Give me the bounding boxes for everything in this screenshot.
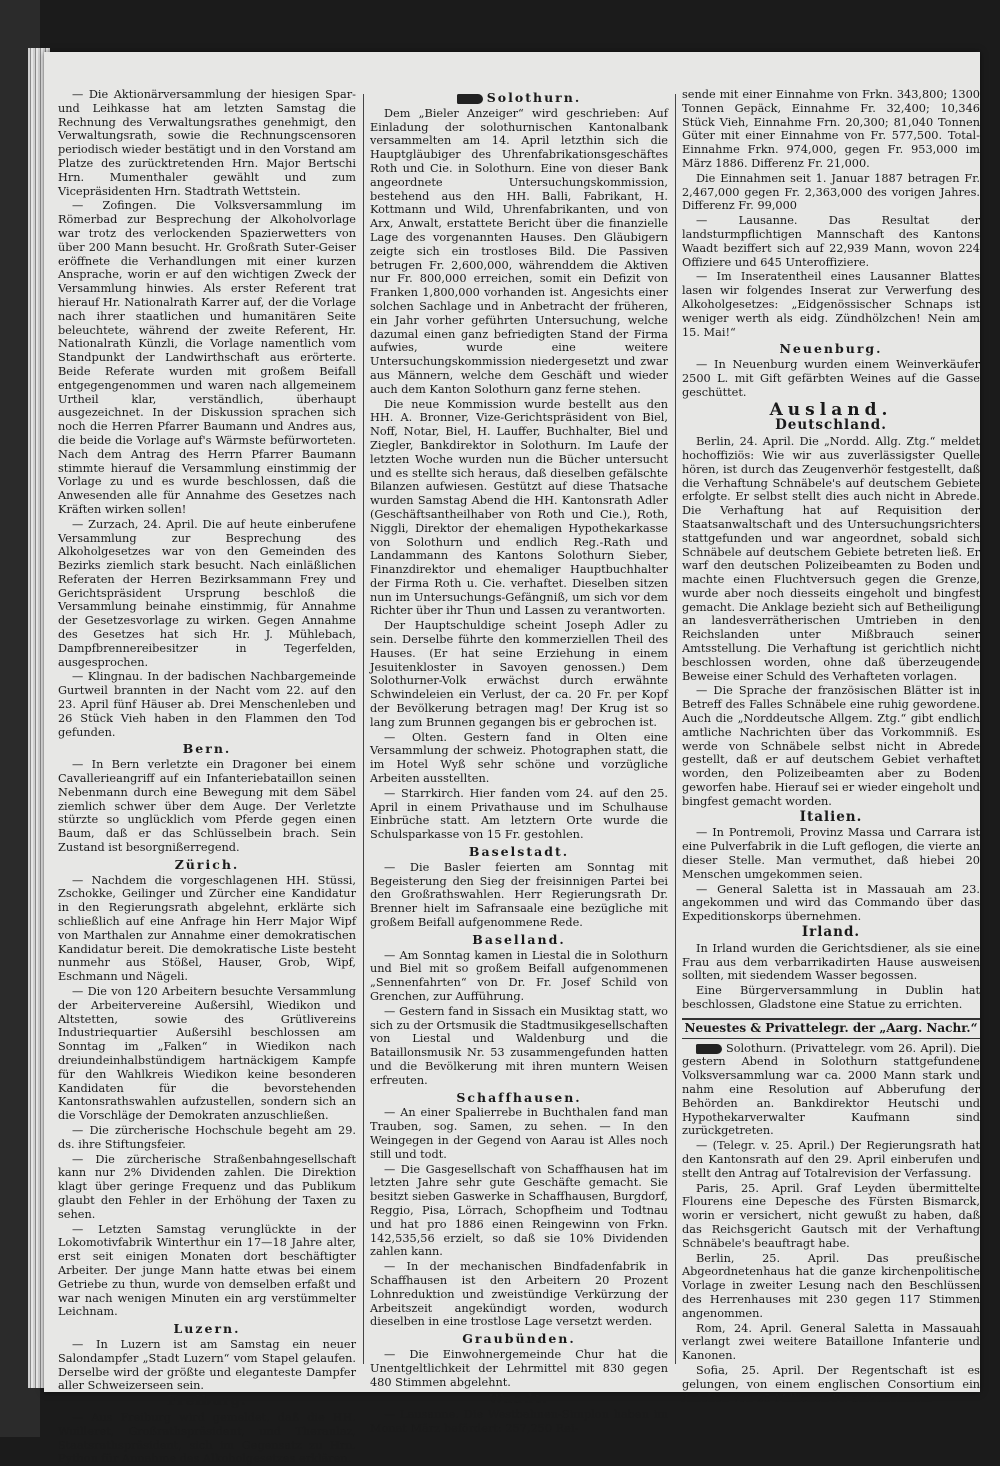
article-text: — Starrkirch. Hier fanden vom 24. auf den 25. April in einem Privathause und im Schulhause Einbrüche statt. Am letztern Orte wurde die Schulsparkasse von 15 Fr. gestohlen.	[370, 786, 668, 842]
article-text: — Am Sonntag kamen in Liestal die in Solothurn und Biel mit so großem Beifall aufgenommenen „Sennenfahrten“ von Dr. Fr. Josef Schild von Grenchen, zur Aufführung.	[370, 948, 668, 1003]
article-text: Paris, 25. April. Graf Leyden übermittelte Flourens eine Depesche des Fürsten Bismarck, worin er versichert, nicht gewußt zu haben, daß das Reichsgericht Gautsch mit der Verhaftung Schnäbele's beauftragt habe.	[682, 1181, 980, 1250]
article-text: — Olten. Gestern fand in Olten eine Versammlung der schweiz. Photographen statt, die im Hotel Wyß sehr schöne und vorzügliche Arbeiten ausstellten.	[370, 730, 668, 786]
section-heading-freiburg: Freiburg.	[167, 1393, 247, 1410]
article-text: — Zurzach, 24. April. Die auf heute einberufene Versammlung zur Besprechung des Alkoholgesetzes war von den Gemeinden des Bezirks ziemlich stark besucht. Nach einläßlichen Referaten der Herren Bezirksammann Frey und Gerichtspräsident Ursprung beschloß die Versammlung beinahe einstimmig, für Annahme der Gesetzesvorlage zu wirken. Gegen Annahme des Gesetzes hat sich Hr. J. Mühlebach, Dampfbrennereibesitzer in Tegerfelden, ausgesprochen.	[58, 517, 356, 669]
article-text: — Klingnau. In der badischen Nachbargemeinde Gurtweil brannten in der Nacht vom 22. auf den 23. April fünf Häuser ab. Drei Menschenleben und 26 Stück Vieh haben in den Flammen den Tod gefunden.	[58, 670, 356, 739]
section-heading-neuenburg: Neuenburg.	[779, 341, 883, 357]
article-text: — Nachdem die vorgeschlagenen HH. Stüssi, Zschokke, Geilinger und Zürcher eine Kandidatur in den Regierungsrath abgelehnt, erklärte sich schließlich auf eine Anfrage hin Herr Major Wipf von Marthalen zur Annahme einer demokratischen Kandidatur bereit. Die demokratische Liste besteht nunmehr aus Stößel, Hauser, Grob, Wipf, Eschmann und Nägeli.	[58, 873, 356, 984]
article-text: Der Hauptschuldige scheint Joseph Adler zu sein. Derselbe führte den kommerziellen Theil des Hauses. (Er hat seine Erziehung in einem Jesuitenkloster in Savoyen genossen.) Dem Solothurner-Volk erwächst durch erwähnte Schwindeleien ein Verlust, der ca. 20 Fr. per Kopf der Bevölkerung betragen mag! Der Krug ist so lang zum Brunnen gegangen bis er gebrochen ist.	[370, 619, 668, 729]
section-heading-baselland: Baselland.	[472, 931, 566, 947]
article-text: — Die Sprache der französischen Blätter ist in Betreff des Falles Schnäbele eine ruhig gewordene. Auch die „Norddeutsche Allgem. Ztg.“ gibt endlich amtliche Nachrichten über das Vorkommniß. Es werde von Schnäbele selbst nicht in Abrede gestellt, daß er auf deutschem Gebiet verhaftet worden, den Polizeibeamten aber zu Boden geworfen habe. Hierauf sei er wieder eingeholt und bingfest gemacht worden.	[682, 684, 980, 808]
heading-text: Solothurn.	[486, 90, 582, 105]
section-heading-waadt: Waadt.	[488, 1391, 550, 1407]
article-text: — In Luzern ist am Samstag ein neuer Salondampfer „Stadt Luzern“ vom Stapel gelaufen. Derselbe wird der größte und eleganteste Dampfer aller Schweizerseen sein.	[58, 1337, 356, 1393]
column-1	[58, 88, 356, 1466]
article-text: Rom, 24. April. General Saletta in Massauah verlangt zwei weitere Bataillone Infanterie und Kanonen.	[682, 1321, 980, 1363]
article-text: — Die von 120 Arbeitern besuchte Versammlung der Arbeitervereine Außersihl, Wiedikon und Altstetten, sowie des Grütlivereins Industriequartier Außersihl beschlossen am Sonntag im „Falken“ in Wiedikon nach dreiundeinhalbstündigem hartnäckigem Kampfe für den Wahlkreis Wiedikon keine besonderen Kandidaten für die bevorstehenden Kantonsrathswahlen aufzustellen, sondern sich an die Vorschläge der Demokraten anzuschließen.	[58, 985, 356, 1123]
article-text: — Lausanne. Das Resultat der landsturmpflichtigen Mannschaft des Kantons Waadt beziffert sich auf 22,939 Mann, wovon 224 Offiziere und 645 Unteroffiziere.	[682, 214, 980, 269]
article-text: Die neue Kommission wurde bestellt aus den HH. A. Bronner, Vize-Gerichtspräsident von Biel, Noff, Notar, Biel, H. Lauffer, Buchhalter, Biel und Ziegler, Bankdirektor in Solothurn. Im Laufe der letzten Woche wurden nun die Bücher untersucht und es stellte sich heraus, daß dieselben gefälschte Bilanzen aufwiesen. Gestützt auf diese Thatsache wurden Samstag Abend die HH. Kantonsrath Adler (Geschäftsantheilhaber von Roth und Cie.), Roth, Niggli, Direktor der ehemaligen Hypothekarkasse von Solothurn und endlich Reg.-Rath und Landammann des Kantons Solothurn Sieber, Finanzdirektor und ehemaliger Hauptbuchhalter der Firma Roth u. Cie. verhaftet. Dieselben sitzen nun im Untersuchungs-Gefängniß, um sich vor dem Richter über ihr Thun und Lassen zu verantworten.	[370, 397, 668, 618]
article-text: Die Einnahmen seit 1. Januar 1887 betragen Fr. 2,467,000 gegen Fr. 2,363,000 des vorigen Jahres. Differenz Fr. 99,000	[682, 171, 980, 213]
section-heading-luzern: Luzern.	[173, 1321, 241, 1337]
article-text	[682, 1042, 980, 1139]
section-heading-solothurn	[370, 91, 668, 105]
section-heading-neuestes: Neuestes & Privattelegr. der „Aarg. Nachr.“	[682, 1018, 980, 1039]
section-heading-ausland: Ausland.	[769, 399, 893, 420]
section-heading-graubuenden: Graubünden.	[462, 1331, 576, 1347]
article-text: Eine Bürgerversammlung in Dublin hat beschlossen, Gladstone eine Statue zu errichten.	[682, 984, 980, 1011]
article-text: — Gestern fand in Sissach ein Musiktag statt, wo sich zu der Ortsmusik die Stadtmusikgesellschaften von Liestal und Waldenburg und die Bataillonsmusik Nr. 53 zusammengefunden hatten und die Bevölkerung mit ihren muntern Weisen erfreuten.	[370, 1004, 668, 1087]
article-text: Dem „Bieler Anzeiger“ wird geschrieben: Auf Einladung der solothurnischen Kantonalbank versammelten am 14. April letzthin sich die Hauptgläubiger des Uhrenfabrikationsgeschäftes Roth und Cie. in Solothurn. Eine von dieser Bank angeordnete Untersuchungskommission, bestehend aus den HH. Balli, Fabrikant, H. Kottmann und Wild, Uhrenfabrikanten, und von Arx, Anwalt, erstattete Bericht über die finanzielle Lage des vorgenannten Hauses. Den Gläubigern zeigte sich ein trostloses Bild. Die Passiven betrugen Fr. 2,600,000, währenddem die Aktiven nur Fr. 800,000 erreichen, somit ein Defizit von Franken 1,800,000 vorhanden ist. Angesichts einer solchen Sachlage und in Anbetracht der früheren, ein Jahr vorher geführten Untersuchung, welche dazumal einen ganz befriedigten Stand der Firma aufwies, wurde eine weitere Untersuchungskommission niedergesetzt und zwar aus Männern, welche dem Geschäft und wieder auch dem Kanton Solothurn ganz ferne stehen.	[370, 106, 668, 396]
section-heading-bern: Bern.	[182, 741, 232, 757]
column-rule	[675, 94, 676, 1364]
article-text: — In der mechanischen Bindfadenfabrik in Schaffhausen ist den Arbeitern 20 Prozent Lohnreduktion und zweistündige Verkürzung der Arbeitszeit angekündigt worden, wodurch dieselben in eine trostlose Lage versetzt werden.	[370, 1260, 668, 1329]
article-text: sende mit einer Einnahme von Frkn. 343,800; 1300 Tonnen Gepäck, Einnahme Fr. 32,400; 10,346 Stück Vieh, Einnahme Frn. 20,300; 81,040 Tonnen Güter mit einer Einnahme von Fr. 577,500. Total-Einnahme Frkn. 974,000, gegen Fr. 953,000 im März 1886. Differenz Fr. 21,000.	[682, 88, 980, 170]
article-text: Sofia, 25. April. Der Regentschaft ist es gelungen, von einem englischen Consortium ein Anlehen von 25 Millionen Fr. aufzunehmen.	[682, 1363, 980, 1405]
article-text: — Die Einwohnergemeinde Chur hat die Unentgeltlichkeit der Lehrmittel mit 830 gegen 480 Stimmen abgelehnt.	[370, 1347, 668, 1389]
pointing-hand-icon	[457, 94, 483, 104]
article-text: — Aus Freiburg wird gemeldet, daß die HH. Wuilleret, Großrathspräsident, und Theraulaz, Staatsrathspräsident, sich im Gegensatz zu Hrn. Python für Annahme des Alkoholgesetzes erklären.	[58, 1410, 356, 1466]
article-text: — (Telegr. v. 25. April.) Der Regierungsrath hat den Kantonsrath auf den 29. April einberufen und stellt den Antrag auf Totalrevision der Verfassung.	[682, 1139, 980, 1180]
column-3	[682, 88, 980, 1405]
article-text: — Letzten Samstag verunglückte in der Lokomotivfabrik Winterthur ein 17—18 Jahre alter, erst seit einigen Monaten dort beschäftigter Arbeiter. Der junge Mann hatte etwas bei einem Getriebe zu thun, wurde von demselben erfaßt und war nach wenigen Minuten ein arg verstümmelter Leichnam.	[58, 1222, 356, 1319]
newspaper-page	[44, 52, 980, 1466]
article-text: Berlin, 25. April. Das preußische Abgeordnetenhaus hat die ganze kirchenpolitische Vorlage in zweiter Lesung nach den Beschlüssen des Herrenhauses mit 230 gegen 117 Stimmen angenommen.	[682, 1251, 980, 1320]
article-text: — Im Inseratentheil eines Lausanner Blattes lasen wir folgendes Inserat zur Verwerfung des Alkoholgesetzes: „Eidgenössischer Schnaps ist weniger werth als eidg. Zündhölzchen! Nein am 15. Mai!“	[682, 270, 980, 339]
article-text-content: Solothurn. (Privattelegr. vom 26. April). Die gestern Abend in Solothurn stattgefundene Volksversammlung war ca. 2000 Mann stark und nahm eine Resolution auf Abberufung der Behörden an. Bankdirektor Heutschi und Hypothekarverwalter Kaufmann sind zurückgetreten.	[682, 1041, 980, 1138]
section-heading-schaffhausen: Schaffhausen.	[456, 1089, 582, 1105]
section-heading-zuerich: Zürich.	[174, 856, 240, 872]
article-text: — Die Gasgesellschaft von Schaffhausen hat im letzten Jahre sehr gute Geschäfte gemacht. Sie besitzt sieben Gaswerke in Schaffhausen, Burgdorf, Reggio, Pisa, Lörrach, Schopfheim und Todtnau und hat pro 1886 einen Reingewinn von Frkn. 142,535,56 erzielt, so daß sie 10% Dividenden zahlen kann.	[370, 1162, 668, 1259]
pointing-hand-icon	[696, 1044, 722, 1054]
article-text: — Die zürcherische Straßenbahngesellschaft kann nur 2% Dividenden zahlen. Die Direktion klagt über geringe Frequenz und das Publikum glaubt den Fehler in der Erhöhung der Taxen zu sehen.	[58, 1152, 356, 1221]
column-2	[370, 88, 668, 1435]
article-text: — Zofingen. Die Volksversammlung im Römerbad zur Besprechung der Alkoholvorlage war trotz des verlockenden Spazierwetters von über 200 Mann besucht. Hr. Großrath Suter-Geiser eröffnete die Verhandlungen mit einer kurzen Ansprache, worin er auf den wichtigen Zweck der Versammlung hinwies. Als erster Referent trat hierauf Hr. Nationalrath Karrer auf, der die Vorlage nach ihrer staatlichen und humanitären Seite beleuchtete, während der zweite Referent, Hr. Nationalrath Künzli, die Vorlage namentlich vom Standpunkt der Landwirthschaft aus erörterte. Beide Referate wurden mit großem Beifall entgegengenommen und waren nach allgemeinem Urtheil klar, verständlich, überhaupt ausgezeichnet. In der Diskussion sprachen sich noch die Herren Pfarrer Baumann und Andres aus, die beide die Vorlage auf's Wärmste befürworteten. Nach dem Antrag des Herrn Pfarrer Baumann stimmte hierauf die Versammlung einstimmig der Vorlage zu und es wurde beschlossen, daß die Anwesenden alle für Annahme des Gesetzes nach Kräften wirken sollen!	[58, 199, 356, 516]
article-text: — General Saletta ist in Massauah am 23. angekommen und wird das Commando über das Expeditionskorps übernehmen.	[682, 882, 980, 924]
section-heading-baselstadt: Baselstadt.	[468, 844, 570, 860]
article-text: — In Neuenburg wurden einem Weinverkäufer 2500 L. mit Gift gefärbten Weines auf die Gasse geschüttet.	[682, 358, 980, 399]
article-text: — Die Aktionärversammlung der hiesigen Spar- und Leihkasse hat am letzten Samstag die Rechnung des Verwaltungsrathes genehmigt, den Verwaltungsrath, sowie die Rechnungscensoren periodisch wieder bestätigt und in den Vorstand am Platze des zurücktretenden Hrn. Major Bertschi Hrn. Mumenthaler gewählt und zum Vicepräsidenten Hrn. Stadtrath Wettstein.	[58, 88, 356, 198]
section-heading-deutschland: Deutschland.	[775, 417, 887, 434]
column-rule	[363, 94, 364, 1364]
article-text: — Lausanne. Die Westbahnen-Simplon haben im Monat März befördert: 257,250 Rei-	[370, 1408, 668, 1435]
section-heading-irland: Irland.	[801, 924, 861, 941]
section-heading-italien: Italien.	[799, 808, 863, 825]
article-text: — Die zürcherische Hochschule begeht am 29. ds. ihre Stiftungsfeier.	[58, 1123, 356, 1151]
article-text: — Die Basler feierten am Sonntag mit Begeisterung den Sieg der freisinnigen Partei bei den Großrathswahlen. Herr Regierungsrath Dr. Brenner hielt im Safransaale eine bezügliche mit großem Beifall aufgenommene Rede.	[370, 860, 668, 930]
article-text: In Irland wurden die Gerichtsdiener, als sie eine Frau aus dem verbarrikadirten Hause ausweisen sollten, mit siedendem Wasser begossen.	[682, 941, 980, 983]
article-text: Berlin, 24. April. Die „Nordd. Allg. Ztg.“ meldet hochoffiziös: Wie wir aus zuverlässigster Quelle hören, ist durch das Zeugenverhör festgestellt, daß die Verhaftung Schnäbele's auf deutschem Gebiete erfolgte. Er selbst stellt dies auch nicht in Abrede. Die Verhaftung hat auf Requisition der Staatsanwaltschaft und des Untersuchungsrichters stattgefunden und war angeordnet, sobald sich Schnäbele auf deutschem Gebiete betreten ließ. Er warf den deutschen Polizeibeamten zu Boden und machte einen Fluchtversuch gegen die Grenze, wurde aber noch diesseits eingeholt und bingfest gemacht. Die Anklage bezieht sich auf Betheiligung an landesverrätherischen Umtrieben in den Reichslanden unter Mißbrauch seiner Amtsstellung. Die Verhaftung ist gerichtlich nicht beschlossen worden, ohne daß überzeugende Beweise einer Schuld des Verhafteten vorlagen.	[682, 435, 980, 683]
article-text: — In Bern verletzte ein Dragoner bei einem Cavallerieangriff auf ein Infanteriebataillon seinen Nebenmann durch eine Bewegung mit dem Säbel ziemlich schwer über dem Auge. Der Verletzte stürzte so unglücklich vom Pferde gegen einen Baum, daß er das Schlüsselbein brach. Sein Zustand ist besorgnißerregend.	[58, 758, 356, 855]
article-text: — In Pontremoli, Provinz Massa und Carrara ist eine Pulverfabrik in die Luft geflogen, die vierte an dieser Stelle. Man vermuthet, daß hiebei 20 Menschen umgekommen seien.	[682, 826, 980, 881]
article-text: — An einer Spalierrebe in Buchthalen fand man Trauben, sog. Samen, zu sehen. — In den Weingegen in der Gegend von Aarau ist Alles noch still und todt.	[370, 1106, 668, 1161]
